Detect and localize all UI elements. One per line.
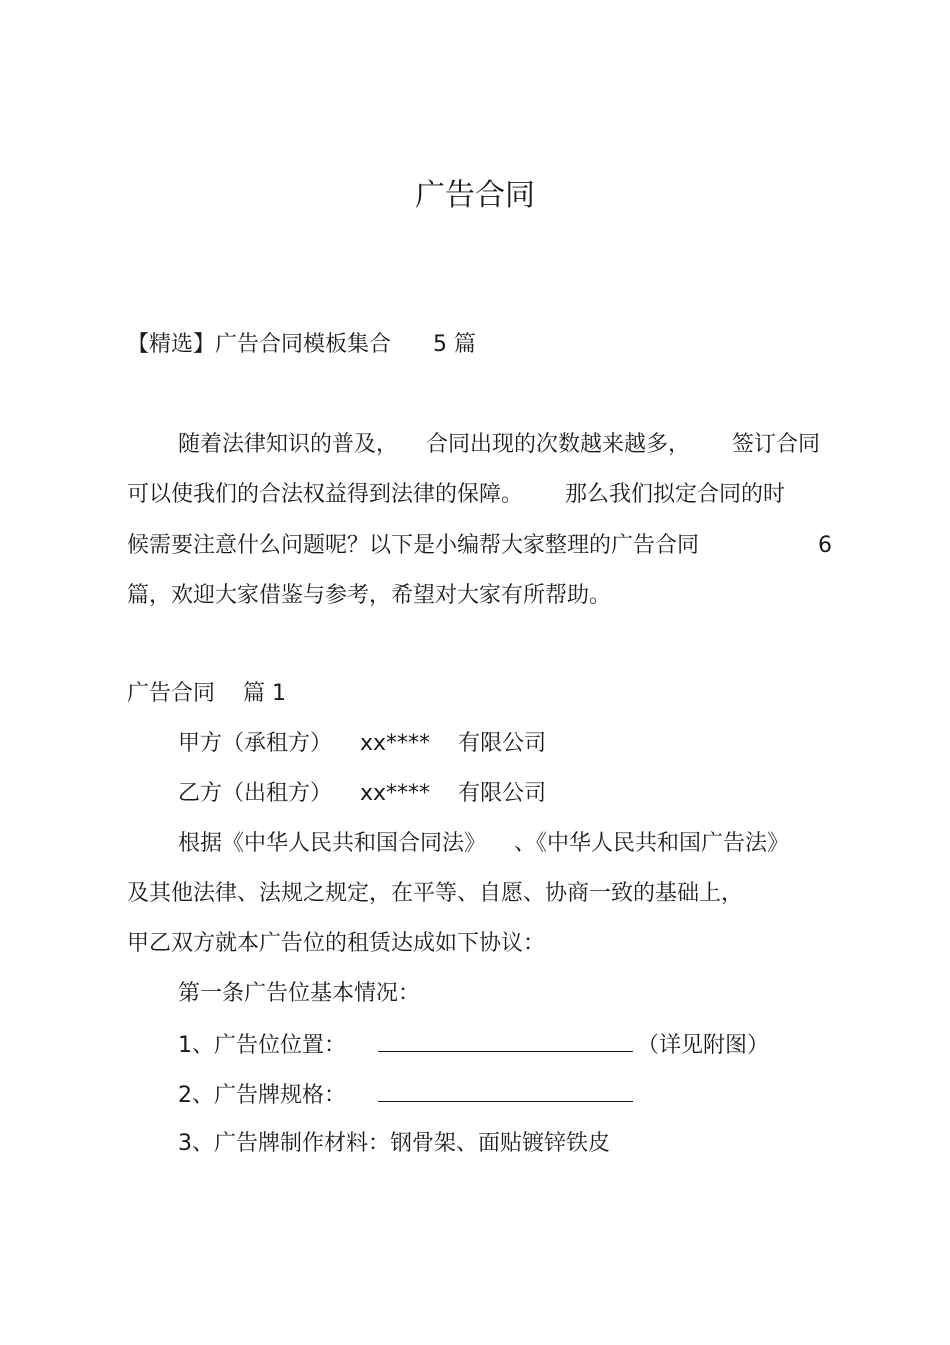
intro-text: 随着法律知识的普及， xyxy=(178,432,399,457)
intro-line-4: 篇，欢迎大家借鉴与参考，希望对大家有所帮助。 xyxy=(127,583,612,608)
party-name: xx**** xyxy=(360,781,431,806)
basis-line-2: 及其他法律、法规之规定，在平等、自愿、协商一致的基础上， xyxy=(127,881,744,906)
party-b xyxy=(178,779,546,809)
item-spec xyxy=(178,1079,637,1111)
intro-text: 签订合同 xyxy=(732,432,821,457)
subtitle-count: 5 篇 xyxy=(433,332,477,357)
basis-line-1 xyxy=(178,829,789,859)
section-heading xyxy=(127,679,286,709)
item-label: 2、广告牌规格： xyxy=(178,1083,346,1108)
basis-text: 根据《中华人民共和国合同法》 xyxy=(178,831,487,856)
intro-text: 可以使我们的合法权益得到法律的保障。 xyxy=(127,482,524,507)
party-suffix: 有限公司 xyxy=(458,731,547,756)
basis-text: 、《中华人民共和国广告法》 xyxy=(514,831,790,856)
subtitle xyxy=(127,330,476,360)
intro-text: 合同出现的次数越来越多， xyxy=(426,432,691,457)
item-location xyxy=(178,1029,769,1061)
party-label: 甲方（承租方） xyxy=(178,731,333,756)
party-label: 乙方（出租方） xyxy=(178,781,333,806)
section-number: 篇 1 xyxy=(243,681,287,706)
intro-line-3 xyxy=(127,531,699,561)
item-label: 1、广告位位置： xyxy=(178,1033,346,1058)
page-title: 广告合同 xyxy=(415,178,535,213)
fill-in-blank[interactable] xyxy=(378,1029,633,1052)
party-suffix: 有限公司 xyxy=(458,781,547,806)
subtitle-text: 【精选】广告合同模板集合 xyxy=(127,332,392,357)
section-title: 广告合同 xyxy=(127,681,216,706)
item-material: 3、广告牌制作材料：钢骨架、面贴镀锌铁皮 xyxy=(178,1131,610,1156)
intro-line-1 xyxy=(178,430,820,460)
intro-line-2 xyxy=(127,480,785,510)
intro-text: 那么我们拟定合同的时 xyxy=(565,482,786,507)
item-note: （详见附图） xyxy=(637,1033,770,1058)
intro-count: 6 xyxy=(818,533,832,558)
article-heading: 第一条广告位基本情况： xyxy=(178,981,421,1006)
party-a xyxy=(178,729,546,759)
fill-in-blank[interactable] xyxy=(378,1079,633,1102)
party-name: xx**** xyxy=(360,731,431,756)
intro-text: 候需要注意什么问题呢？以下是小编帮大家整理的广告合同 xyxy=(127,533,700,558)
basis-line-3: 甲乙双方就本广告位的租赁达成如下协议： xyxy=(127,931,546,956)
